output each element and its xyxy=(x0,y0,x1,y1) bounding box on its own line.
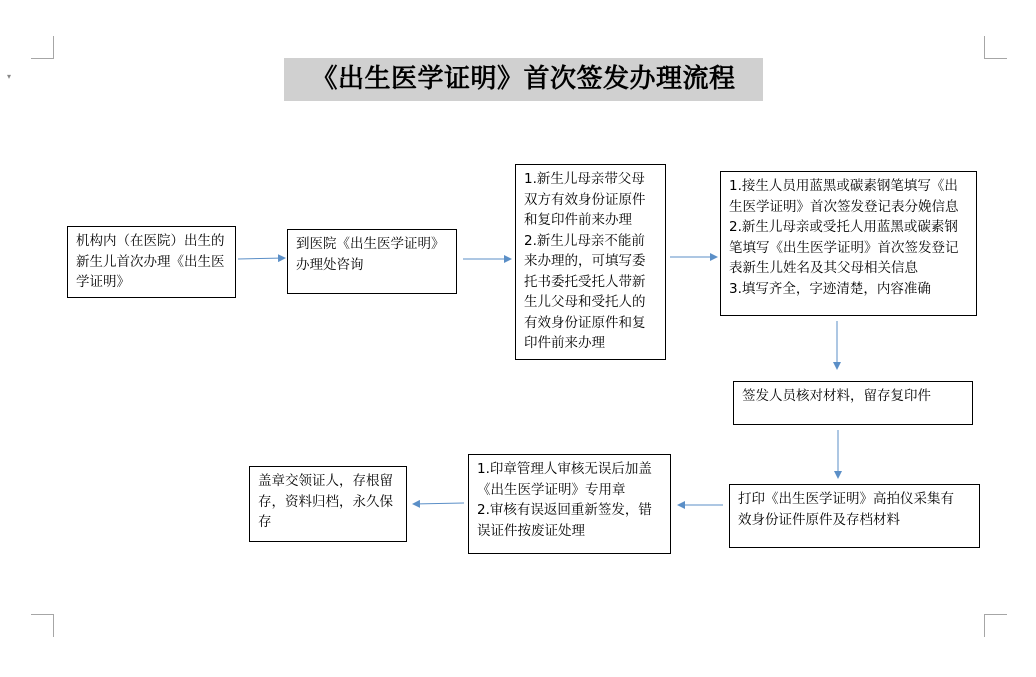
arrow-step1-to-step2 xyxy=(238,258,285,259)
step-fill-registration-form: 1.接生人员用蓝黑或碳素钢笔填写《出 生医学证明》首次签发登记表分娩信息 2.新生儿母亲或受托人用蓝黑或碳素钢 笔填写《出生医学证明》首次签发登记 表新生儿姓名及其父母相关信息 3.填写齐全，字迹清楚，内容准确 xyxy=(720,171,977,316)
step-bring-documents: 1.新生儿母亲带父母 双方有效身份证原件 和复印件前来办理 2.新生儿母亲不能前 来办理的，可填写委 托书委托受托人带新 生儿父母和受托人的 有效身份证原件和复 印件前来办理 xyxy=(515,164,666,360)
step-print-certificate: 打印《出生医学证明》高拍仪采集有 效身份证件原件及存档材料 xyxy=(729,484,980,548)
step-issue-and-archive: 盖章交领证人，存根留 存，资料归档，永久保 存 xyxy=(249,466,407,542)
collapse-marker-icon: ▾ xyxy=(7,72,12,81)
step-seal-review: 1.印章管理人审核无误后加盖 《出生医学证明》专用章 2.审核有误返回重新签发，错 误证件按废证处理 xyxy=(468,454,671,554)
flowchart-title: 《出生医学证明》首次签发办理流程 xyxy=(284,58,763,101)
step-birth-in-hospital: 机构内（在医院）出生的 新生儿首次办理《出生医 学证明》 xyxy=(67,226,236,298)
arrow-step7-to-step8 xyxy=(413,503,464,504)
step-consult-office: 到医院《出生医学证明》 办理处咨询 xyxy=(287,229,457,294)
step-verify-materials: 签发人员核对材料，留存复印件 xyxy=(733,381,973,425)
